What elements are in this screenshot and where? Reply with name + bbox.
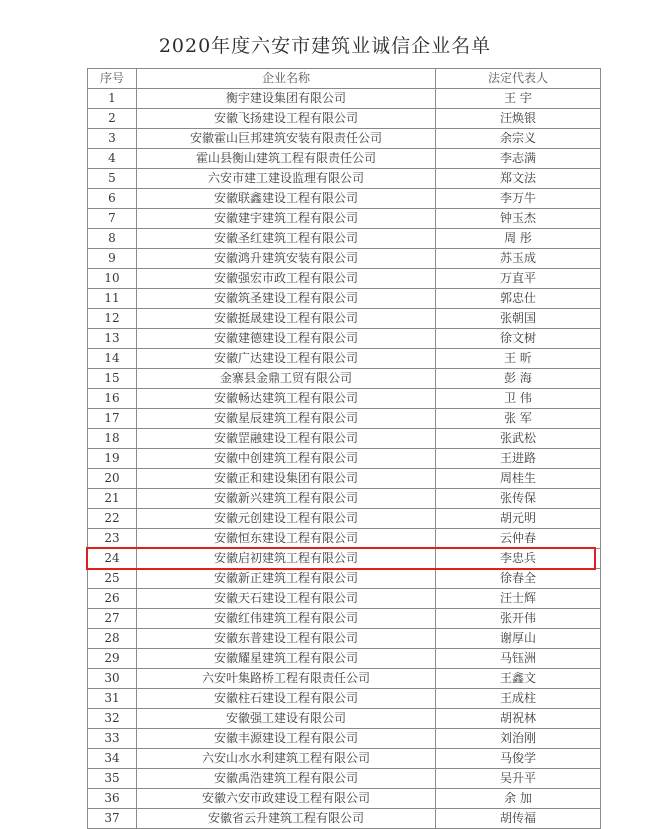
cell-rep: 周 彤 xyxy=(436,229,601,249)
table-row xyxy=(88,189,601,209)
cell-rep: 张武松 xyxy=(436,429,601,449)
cell-rep: 李志满 xyxy=(436,149,601,169)
cell-no: 29 xyxy=(88,649,137,669)
header-rep: 法定代表人 xyxy=(436,69,601,89)
table-row xyxy=(88,109,601,129)
table-row xyxy=(88,249,601,269)
cell-no: 12 xyxy=(88,309,137,329)
cell-company: 安徽启初建筑工程有限公司 xyxy=(137,549,436,569)
cell-no: 19 xyxy=(88,449,137,469)
cell-no: 20 xyxy=(88,469,137,489)
cell-company: 安徽新正建筑工程有限公司 xyxy=(137,569,436,589)
cell-rep: 张朝国 xyxy=(436,309,601,329)
table-row xyxy=(88,89,601,109)
cell-no: 22 xyxy=(88,509,137,529)
table-row xyxy=(88,569,601,589)
cell-no: 21 xyxy=(88,489,137,509)
cell-company: 六安市建工建设监理有限公司 xyxy=(137,169,436,189)
table-row xyxy=(88,709,601,729)
cell-rep: 卫 伟 xyxy=(436,389,601,409)
cell-no: 28 xyxy=(88,629,137,649)
cell-no: 16 xyxy=(88,389,137,409)
cell-rep: 张传保 xyxy=(436,489,601,509)
cell-rep: 王进路 xyxy=(436,449,601,469)
cell-no: 37 xyxy=(88,809,137,829)
cell-rep: 谢厚山 xyxy=(436,629,601,649)
cell-company: 安徽六安市政建设工程有限公司 xyxy=(137,789,436,809)
table-row xyxy=(88,229,601,249)
table-row xyxy=(88,169,601,189)
cell-no: 9 xyxy=(88,249,137,269)
cell-company: 安徽红伟建筑工程有限公司 xyxy=(137,609,436,629)
cell-rep: 王 宇 xyxy=(436,89,601,109)
cell-no: 26 xyxy=(88,589,137,609)
cell-rep: 李万牛 xyxy=(436,189,601,209)
cell-company: 安徽恒东建设工程有限公司 xyxy=(137,529,436,549)
cell-rep: 彭 海 xyxy=(436,369,601,389)
cell-no: 17 xyxy=(88,409,137,429)
table-row xyxy=(88,749,601,769)
cell-rep: 万直平 xyxy=(436,269,601,289)
cell-company: 安徽圣红建筑工程有限公司 xyxy=(137,229,436,249)
table-row xyxy=(88,429,601,449)
cell-company: 安徽飞扬建设工程有限公司 xyxy=(137,109,436,129)
cell-no: 8 xyxy=(88,229,137,249)
cell-rep: 王 昕 xyxy=(436,349,601,369)
cell-no: 25 xyxy=(88,569,137,589)
table-row xyxy=(88,209,601,229)
cell-company: 六安山水水利建筑工程有限公司 xyxy=(137,749,436,769)
cell-no: 14 xyxy=(88,349,137,369)
cell-no: 7 xyxy=(88,209,137,229)
table-row xyxy=(88,789,601,809)
cell-company: 安徽丰源建设工程有限公司 xyxy=(137,729,436,749)
company-table xyxy=(87,68,601,829)
cell-company: 金寨县金鼎工贸有限公司 xyxy=(137,369,436,389)
cell-company: 安徽中创建筑工程有限公司 xyxy=(137,449,436,469)
table-row xyxy=(88,269,601,289)
cell-no: 18 xyxy=(88,429,137,449)
table-row xyxy=(88,329,601,349)
cell-company: 安徽强工建设有限公司 xyxy=(137,709,436,729)
table-row xyxy=(88,369,601,389)
table-row xyxy=(88,469,601,489)
table-row xyxy=(88,809,601,829)
table-row xyxy=(88,629,601,649)
cell-company: 安徽元创建设工程有限公司 xyxy=(137,509,436,529)
cell-no: 35 xyxy=(88,769,137,789)
table-row xyxy=(88,549,601,569)
table-row xyxy=(88,529,601,549)
cell-company: 安徽天石建设工程有限公司 xyxy=(137,589,436,609)
cell-rep: 余 加 xyxy=(436,789,601,809)
cell-no: 27 xyxy=(88,609,137,629)
cell-company: 安徽罡融建设工程有限公司 xyxy=(137,429,436,449)
cell-rep: 云仲春 xyxy=(436,529,601,549)
table-row xyxy=(88,589,601,609)
cell-company: 安徽建宇建筑工程有限公司 xyxy=(137,209,436,229)
cell-no: 36 xyxy=(88,789,137,809)
cell-no: 1 xyxy=(88,89,137,109)
table-row xyxy=(88,349,601,369)
cell-company: 六安叶集路桥工程有限责任公司 xyxy=(137,669,436,689)
cell-company: 衡宇建设集团有限公司 xyxy=(137,89,436,109)
table-row xyxy=(88,729,601,749)
table-row xyxy=(88,509,601,529)
cell-rep: 王成柱 xyxy=(436,689,601,709)
cell-rep: 钟玉杰 xyxy=(436,209,601,229)
cell-rep: 马钰洲 xyxy=(436,649,601,669)
cell-rep: 刘治刚 xyxy=(436,729,601,749)
cell-rep: 胡祝林 xyxy=(436,709,601,729)
cell-no: 5 xyxy=(88,169,137,189)
cell-no: 23 xyxy=(88,529,137,549)
table-row xyxy=(88,289,601,309)
table-row xyxy=(88,129,601,149)
cell-no: 13 xyxy=(88,329,137,349)
cell-company: 安徽柱石建设工程有限公司 xyxy=(137,689,436,709)
cell-company: 安徽星辰建筑工程有限公司 xyxy=(137,409,436,429)
cell-no: 34 xyxy=(88,749,137,769)
cell-rep: 胡传福 xyxy=(436,809,601,829)
table-row xyxy=(88,409,601,429)
cell-rep: 郑文法 xyxy=(436,169,601,189)
cell-company: 安徽挺晟建设工程有限公司 xyxy=(137,309,436,329)
table-row xyxy=(88,489,601,509)
cell-rep: 张 军 xyxy=(436,409,601,429)
cell-no: 4 xyxy=(88,149,137,169)
cell-company: 安徽正和建设集团有限公司 xyxy=(137,469,436,489)
table-row xyxy=(88,149,601,169)
cell-company: 安徽新兴建筑工程有限公司 xyxy=(137,489,436,509)
table-row xyxy=(88,389,601,409)
cell-company: 安徽东普建设工程有限公司 xyxy=(137,629,436,649)
cell-rep: 胡元明 xyxy=(436,509,601,529)
cell-no: 11 xyxy=(88,289,137,309)
cell-company: 霍山县衡山建筑工程有限责任公司 xyxy=(137,149,436,169)
table-header-row xyxy=(88,69,601,89)
cell-no: 33 xyxy=(88,729,137,749)
cell-rep: 周桂生 xyxy=(436,469,601,489)
cell-rep: 徐文树 xyxy=(436,329,601,349)
cell-rep: 汪焕银 xyxy=(436,109,601,129)
table-row xyxy=(88,669,601,689)
cell-rep: 马俊学 xyxy=(436,749,601,769)
cell-company: 安徽鸿升建筑安装有限公司 xyxy=(137,249,436,269)
cell-company: 安徽畅达建筑工程有限公司 xyxy=(137,389,436,409)
cell-company: 安徽耀星建筑工程有限公司 xyxy=(137,649,436,669)
document-title: 2020年度六安市建筑业诚信企业名单 xyxy=(158,35,492,57)
cell-no: 3 xyxy=(88,129,137,149)
cell-company: 安徽广达建设工程有限公司 xyxy=(137,349,436,369)
cell-no: 32 xyxy=(88,709,137,729)
cell-no: 15 xyxy=(88,369,137,389)
header-no: 序号 xyxy=(88,69,137,89)
table-row xyxy=(88,309,601,329)
cell-rep: 余宗义 xyxy=(436,129,601,149)
table-row xyxy=(88,689,601,709)
cell-company: 安徽省云升建筑工程有限公司 xyxy=(137,809,436,829)
cell-no: 10 xyxy=(88,269,137,289)
cell-company: 安徽建德建设工程有限公司 xyxy=(137,329,436,349)
cell-rep: 王鑫文 xyxy=(436,669,601,689)
cell-company: 安徽筑圣建设工程有限公司 xyxy=(137,289,436,309)
cell-company: 安徽强宏市政工程有限公司 xyxy=(137,269,436,289)
header-company: 企业名称 xyxy=(137,69,436,89)
table-row xyxy=(88,449,601,469)
cell-rep: 郭忠仕 xyxy=(436,289,601,309)
cell-rep: 李忠兵 xyxy=(436,549,601,569)
cell-rep: 汪士辉 xyxy=(436,589,601,609)
cell-company: 安徽联鑫建设工程有限公司 xyxy=(137,189,436,209)
cell-company: 安徽禹浩建筑工程有限公司 xyxy=(137,769,436,789)
cell-rep: 苏玉成 xyxy=(436,249,601,269)
table-row xyxy=(88,649,601,669)
cell-no: 2 xyxy=(88,109,137,129)
cell-rep: 吴升平 xyxy=(436,769,601,789)
cell-rep: 徐春全 xyxy=(436,569,601,589)
cell-no: 31 xyxy=(88,689,137,709)
table-row xyxy=(88,609,601,629)
cell-no: 24 xyxy=(88,549,137,569)
cell-company: 安徽霍山巨邦建筑安装有限责任公司 xyxy=(137,129,436,149)
table-row xyxy=(88,769,601,789)
cell-rep: 张开伟 xyxy=(436,609,601,629)
cell-no: 6 xyxy=(88,189,137,209)
cell-no: 30 xyxy=(88,669,137,689)
